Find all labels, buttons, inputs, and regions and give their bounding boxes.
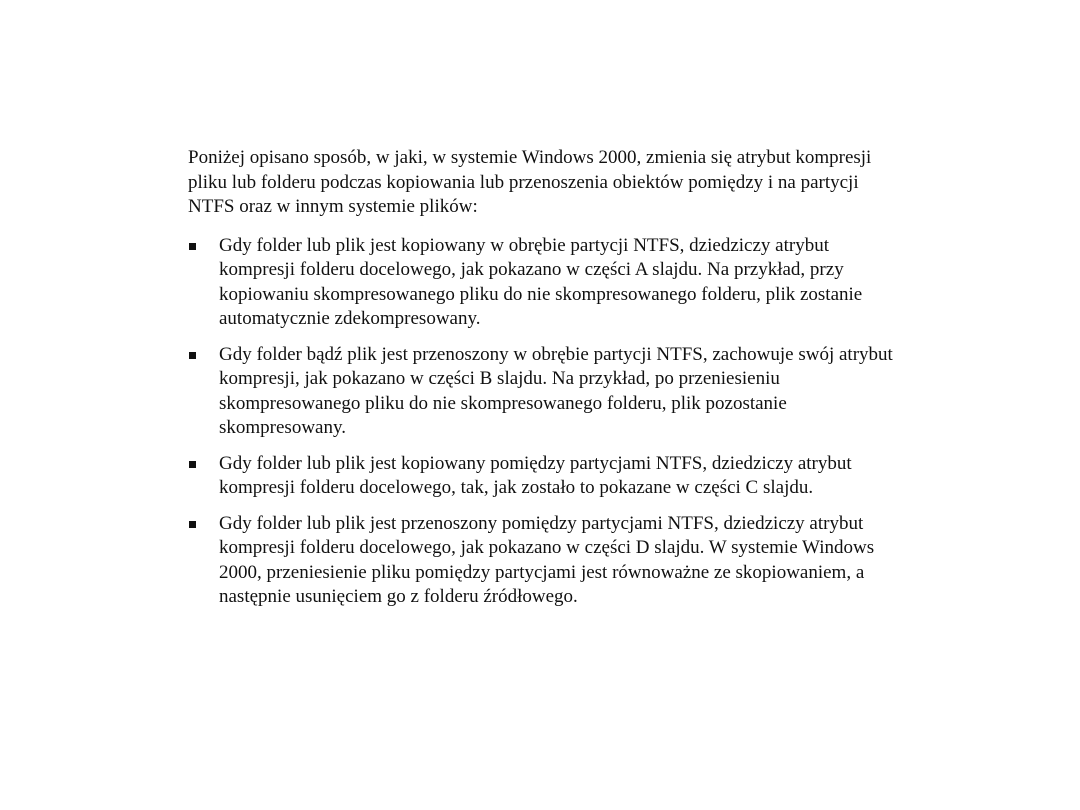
square-bullet-icon [189, 243, 196, 250]
square-bullet-icon [189, 461, 196, 468]
square-bullet-icon [189, 352, 196, 359]
bullet-text: Gdy folder lub plik jest kopiowany pomiędzy partycjami NTFS, dziedziczy atrybut kompresji folderu docelowego, tak, jak zostało to pokazane w części C slajdu. [219, 452, 852, 498]
square-bullet-icon [189, 521, 196, 528]
bullet-item [188, 343, 908, 441]
intro-paragraph: Poniżej opisano sposób, w jaki, w systemie Windows 2000, zmienia się atrybut kompresji pliku lub folderu podczas kopiowania lub przenoszenia obiektów pomiędzy i na partycji NTFS oraz w innym systemie plików: [188, 147, 872, 217]
bullet-item [188, 512, 908, 610]
bullet-text: Gdy folder lub plik jest przenoszony pomiędzy partycjami NTFS, dziedziczy atrybut kompresji folderu docelowego, jak pokazano w części D slajdu. W systemie Windows 2000, przeniesienie pliku pomiędzy partycjami jest równoważne ze skopiowaniem, a następnie usunięciem go z folderu źródłowego. [219, 512, 875, 607]
bullet-list [188, 234, 908, 610]
document-page [188, 146, 908, 621]
bullet-text: Gdy folder bądź plik jest przenoszony w obrębie partycji NTFS, zachowuje swój atrybut kompresji, jak pokazano w części B slajdu. Na przykład, po przeniesieniu skompresowanego pliku do nie skompresowanego folderu, plik pozostanie skompresowany. [219, 343, 893, 438]
bullet-text: Gdy folder lub plik jest kopiowany w obrębie partycji NTFS, dziedziczy atrybut kompresji folderu docelowego, jak pokazano w części A slajdu. Na przykład, przy kopiowaniu skompresowanego pliku do nie skompresowanego folderu, plik zostanie automatycznie zdekompresowany. [219, 234, 863, 329]
bullet-item [188, 452, 908, 501]
bullet-item [188, 234, 908, 332]
